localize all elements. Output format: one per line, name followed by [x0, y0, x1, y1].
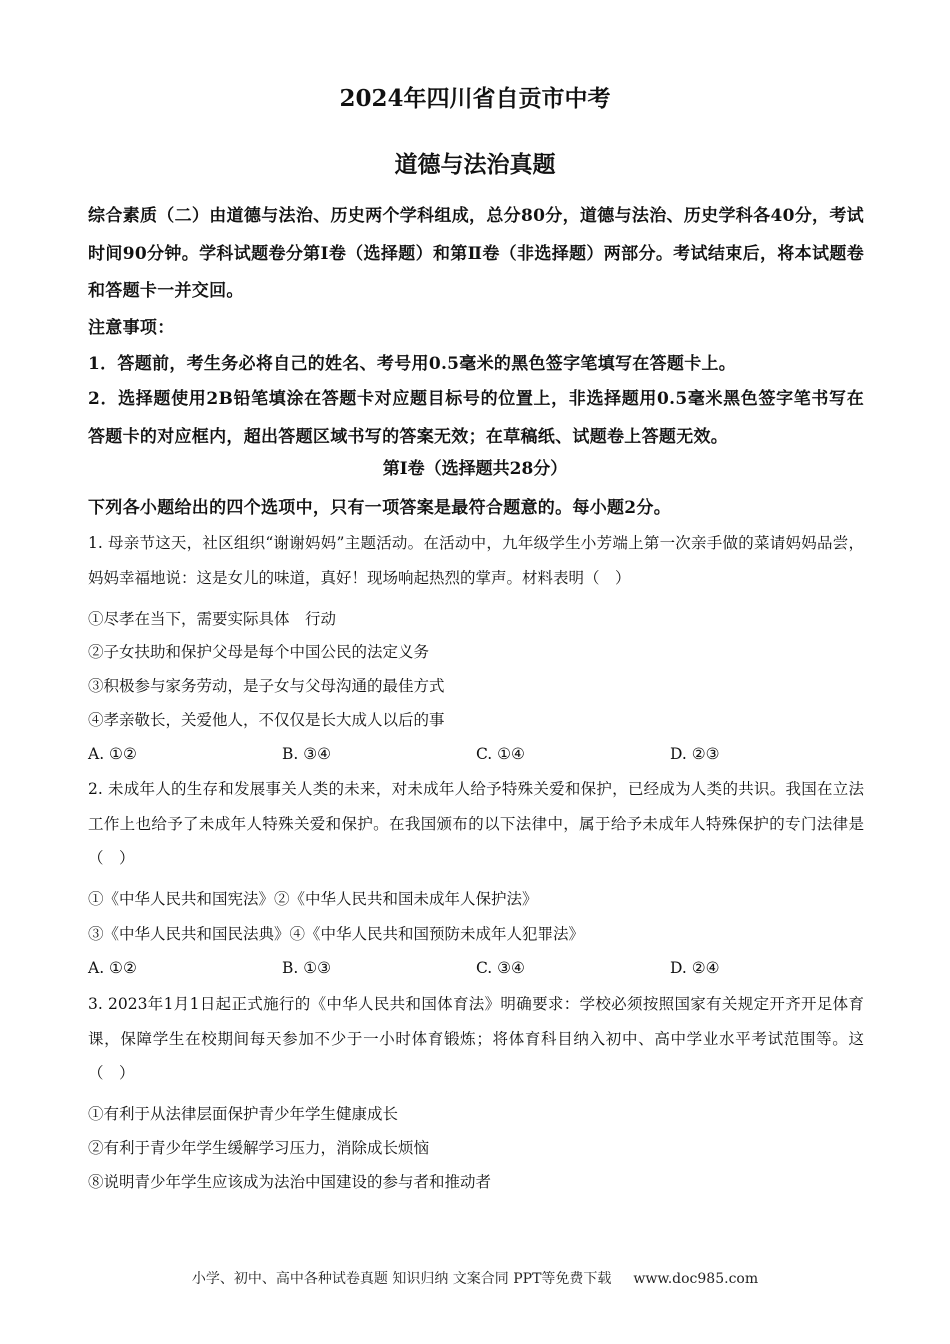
question-2-option: ①《中华人民共和国宪法》②《中华人民共和国未成年人保护法》	[88, 890, 538, 908]
notice-item: 1．答题前，考生务必将自己的姓名、考号用0.5毫米的黑色签字笔填写在答题卡上。	[88, 354, 737, 374]
question-2-option: ③《中华人民共和国民法典》④《中华人民共和国预防未成年人犯罪法》	[88, 925, 585, 943]
question-3-stem: 3. 2023年1月1日起正式施行的《中华人民共和国体育法》明确要求：学校必须按照国家有关规定开齐开足体育课，保障学生在校期间每天参加不少于一小时体育锻炼；将体育科目纳入初中、高中学业水平考试范围等。这（ ）	[88, 995, 864, 1082]
choice-b: B. ③④	[282, 745, 332, 763]
question-1-option: ②子女扶助和保护父母是每个中国公民的法定义务	[88, 643, 430, 661]
exam-subtitle: 道德与法治真题	[394, 151, 556, 178]
question-1-option: ①尽孝在当下，需要实际具体 行动	[88, 610, 337, 628]
question-3-option: ⑧说明青少年学生应该成为法治中国建设的参与者和推动者	[88, 1173, 492, 1191]
question-1-option: ④孝亲敬长，关爱他人，不仅仅是长大成人以后的事	[88, 711, 445, 729]
question-1-choices	[88, 743, 864, 765]
choice-a: A. ①②	[88, 959, 137, 977]
section-instruction: 下列各小题给出的四个选项中，只有一项答案是最符合题意的。每小题2分。	[88, 498, 672, 518]
choice-c: C. ①④	[476, 745, 525, 763]
intro-paragraph: 综合素质（二）由道德与法治、历史两个学科组成，总分80分，道德与法治、历史学科各40分，考试时间90分钟。学科试题卷分第Ⅰ卷（选择题）和第Ⅱ卷（非选择题）两部分。考试结束后，将本试题卷和答题卡一并交回。	[88, 206, 864, 301]
notice-item: 2．选择题使用2B铅笔填涂在答题卡对应题目标号的位置上，非选择题用0.5毫米黑色签字笔书写在答题卡的对应框内，超出答题区域书写的答案无效；在草稿纸、试题卷上答题无效。	[88, 389, 864, 447]
section-heading: 第Ⅰ卷（选择题共28分）	[382, 459, 568, 479]
question-3-option: ②有利于青少年学生缓解学习压力，消除成长烦恼	[88, 1139, 430, 1157]
question-1-option: ③积极参与家务劳动，是子女与父母沟通的最佳方式	[88, 677, 445, 695]
choice-a: A. ①②	[88, 745, 137, 763]
notice-heading: 注意事项：	[88, 318, 175, 338]
footer-url[interactable]: www.doc985.com	[633, 1271, 759, 1287]
question-1-stem: 1. 母亲节这天，社区组织“谢谢妈妈”主题活动。在活动中，九年级学生小芳端上第一次亲手做的菜请妈妈品尝，妈妈幸福地说：这是女儿的味道，真好！现场响起热烈的掌声。材料表明（ ）	[88, 534, 864, 587]
page-footer	[0, 1268, 950, 1290]
choice-c: C. ③④	[476, 959, 525, 977]
question-2-stem: 2. 未成年人的生存和发展事关人类的未来，对未成年人给予特殊关爱和保护，已经成为人类的共识。我国在立法工作上也给予了未成年人特殊关爱和保护。在我国颁布的以下法律中，属于给予未成年人特殊保护的专门法律是（ ）	[88, 780, 864, 867]
footer-text: 小学、初中、高中各种试卷真题 知识归纳 文案合同 PPT等免费下载	[191, 1271, 612, 1287]
choice-d: D. ②③	[670, 745, 720, 763]
choice-d: D. ②④	[670, 959, 720, 977]
exam-title: 2024年四川省自贡市中考	[339, 85, 611, 112]
question-2-choices	[88, 957, 864, 979]
question-3-option: ①有利于从法律层面保护青少年学生健康成长	[88, 1105, 399, 1123]
choice-b: B. ①③	[282, 959, 332, 977]
